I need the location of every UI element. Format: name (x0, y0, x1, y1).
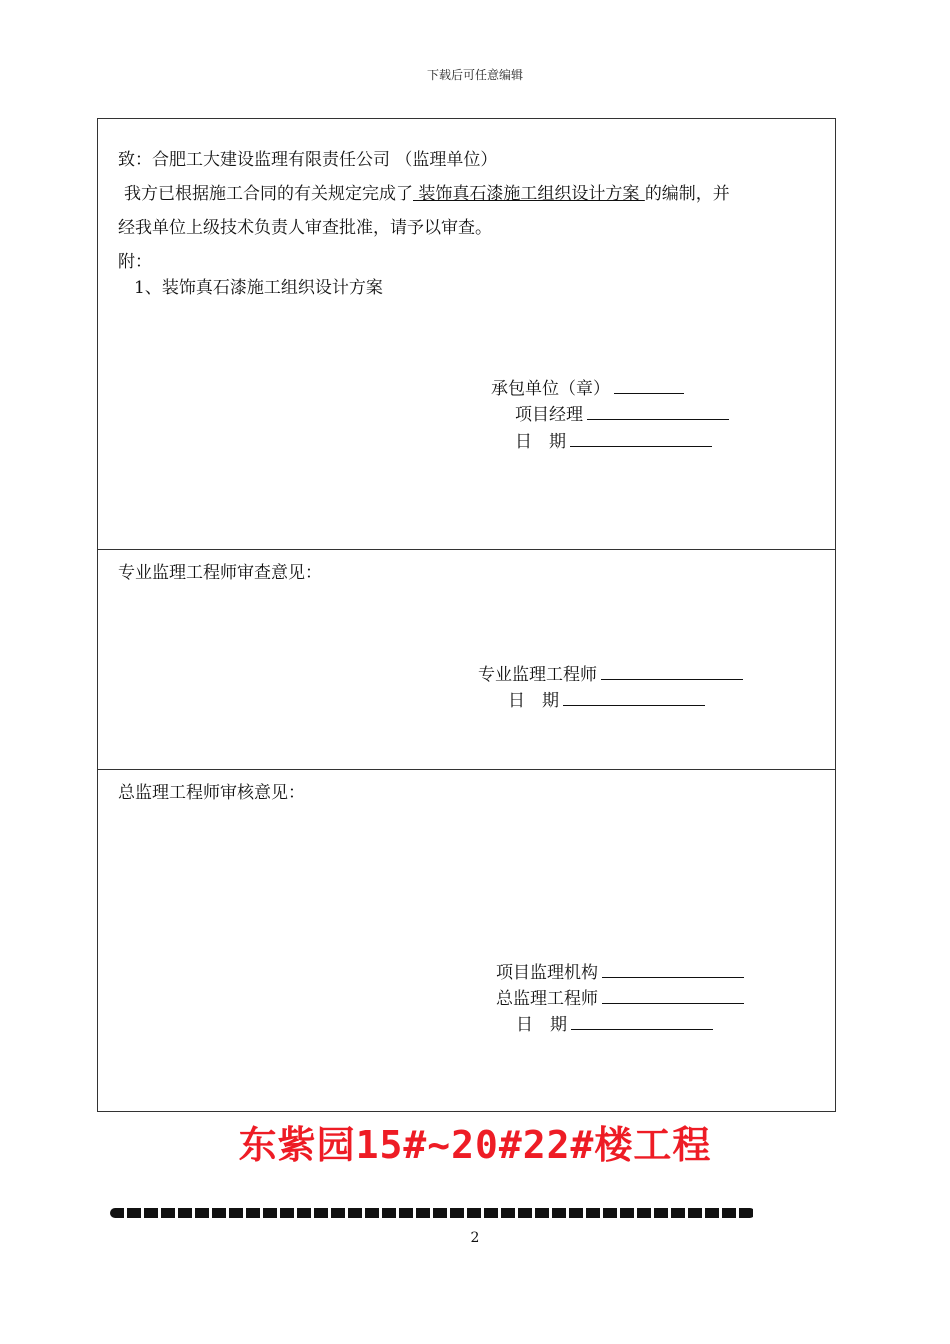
date-label: 日 期 (515, 432, 566, 452)
date-blank (570, 430, 712, 447)
chief-date-line (516, 1010, 713, 1035)
chief-blank (602, 987, 744, 1004)
chief-signature-line (496, 984, 744, 1009)
engineer-label: 专业监理工程师 (478, 665, 597, 685)
org-label: 项目监理机构 (496, 963, 598, 983)
decorative-dash-rule (110, 1208, 755, 1218)
recipient-line: 致：合肥工大建设监理有限责任公司 （监理单位） (118, 150, 498, 170)
approval-form (97, 118, 836, 1112)
engineer-signature-line (478, 660, 743, 685)
chief-review-section (98, 769, 835, 1113)
engineer-review-section (98, 549, 835, 769)
submission-body-line2: 经我单位上级技术负责人审查批准，请予以审查。 (118, 218, 492, 238)
contractor-signature-line (491, 374, 684, 399)
pm-blank (587, 403, 729, 420)
engineer-date-line (508, 686, 705, 711)
chief-label: 总监理工程师 (496, 989, 598, 1009)
header-note: 下载后可任意编辑 (426, 68, 523, 82)
chief-review-heading: 总监理工程师审核意见： (118, 783, 305, 803)
contractor-label: 承包单位（章） (491, 379, 610, 399)
pm-label: 项目经理 (515, 405, 583, 425)
date-blank (571, 1013, 713, 1030)
page-number: 2 (470, 1230, 480, 1246)
pm-signature-line (515, 400, 729, 425)
submission-section (98, 119, 835, 549)
project-title: 东紫园15#~20#22#楼工程 (238, 1123, 712, 1167)
submission-date-line (515, 427, 712, 452)
org-blank (602, 961, 744, 978)
supervision-org-line (496, 958, 744, 983)
date-label: 日 期 (508, 691, 559, 711)
contractor-blank (614, 377, 684, 394)
body-subject: 装饰真石漆施工组织设计方案 (413, 184, 645, 204)
engineer-review-heading: 专业监理工程师审查意见： (118, 563, 322, 583)
attachment-label: 附： (118, 252, 152, 272)
date-blank (563, 689, 705, 706)
body-suffix: 的编制，并 (644, 184, 730, 204)
body-prefix: 我方已根据施工合同的有关规定完成了 (124, 184, 413, 204)
engineer-blank (601, 663, 743, 680)
submission-body-line1 (124, 179, 730, 204)
date-label: 日 期 (516, 1015, 567, 1035)
attachment-item: 1、装饰真石漆施工组织设计方案 (134, 278, 383, 298)
